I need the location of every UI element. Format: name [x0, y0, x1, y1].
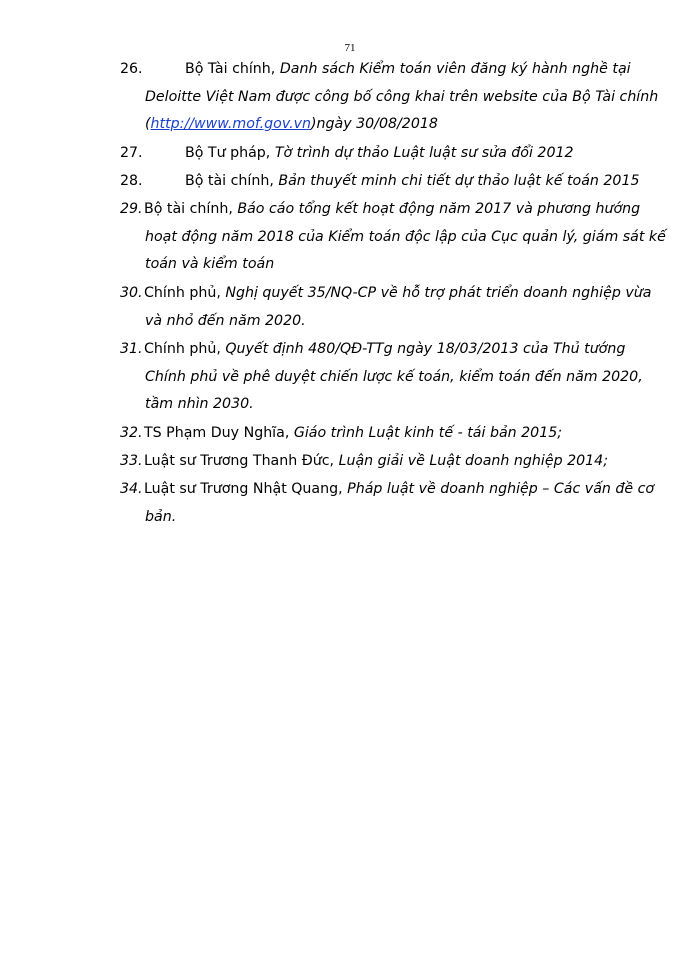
reference-line: bản.	[145, 508, 177, 525]
reference-item-33	[120, 448, 608, 476]
reference-line	[144, 448, 608, 476]
reference-item-27	[120, 140, 574, 168]
reference-line: toán và kiểm toán	[145, 256, 275, 272]
reference-item-28	[120, 168, 640, 196]
reference-item-26	[120, 56, 658, 139]
reference-number: 29.	[120, 201, 143, 217]
reference-line	[144, 280, 651, 308]
reference-number: 32.	[120, 425, 143, 441]
reference-line	[144, 476, 654, 504]
reference-line	[185, 56, 658, 84]
reference-line: Chính phủ về phê duyệt chiến lược kế toán, kiểm toán đến năm 2020,	[145, 368, 643, 385]
reference-line: và nhỏ đến năm 2020.	[145, 312, 306, 329]
reference-item-31	[120, 336, 643, 419]
reference-title: Tờ trình dự thảo Luật luật sư sửa đổi 2012	[274, 145, 574, 161]
reference-author: Bộ Tài chính,	[185, 61, 280, 77]
reference-line: tầm nhìn 2030.	[145, 396, 254, 412]
reference-item-34	[120, 476, 654, 531]
reference-number: 30.	[120, 285, 143, 301]
reference-link-open: (	[145, 116, 151, 132]
reference-line	[144, 336, 643, 364]
reference-item-29	[120, 196, 666, 279]
reference-link[interactable]: http://www.mof.gov.vn	[150, 116, 311, 132]
reference-line	[185, 140, 574, 168]
reference-author: Chính phủ,	[144, 285, 226, 301]
reference-title: Danh sách Kiểm toán viên đăng ký hành nghề tại	[279, 61, 631, 77]
reference-line	[145, 111, 658, 139]
reference-author: Luật sư Trương Thanh Đức,	[144, 453, 339, 469]
reference-item-30	[120, 280, 651, 335]
reference-title: Giáo trình Luật kinh tế - tái bản 2015;	[293, 425, 563, 441]
reference-date: )ngày 30/08/2018	[311, 116, 438, 132]
reference-line	[144, 196, 666, 224]
reference-line	[185, 168, 640, 196]
reference-item-32	[120, 420, 562, 448]
reference-number: 28.	[120, 173, 143, 189]
reference-author: Bộ Tư pháp,	[185, 145, 275, 161]
reference-number: 26.	[120, 61, 143, 77]
reference-author: Chính phủ,	[144, 341, 226, 357]
reference-number: 34.	[120, 481, 143, 497]
reference-title: Báo cáo tổng kết hoạt động năm 2017 và phương hướng	[237, 201, 641, 217]
reference-title: Quyết định 480/QĐ-TTg ngày 18/03/2013 của Thủ tướng	[225, 341, 626, 357]
reference-line	[144, 420, 562, 448]
reference-title: Luận giải về Luật doanh nghiệp 2014;	[338, 453, 608, 469]
page-number: 71	[344, 42, 356, 54]
reference-line: Deloitte Việt Nam được công bố công khai trên website của Bộ Tài chính	[145, 88, 659, 105]
reference-author: Luật sư Trương Nhật Quang,	[144, 481, 348, 497]
reference-number: 31.	[120, 341, 143, 357]
reference-title: Pháp luật về doanh nghiệp – Các vấn đề cơ	[347, 481, 655, 497]
reference-line: hoạt động năm 2018 của Kiểm toán độc lập của Cục quản lý, giám sát kế	[145, 228, 666, 245]
reference-author: Bộ tài chính,	[144, 201, 238, 217]
reference-title: Nghị quyết 35/NQ-CP về hỗ trợ phát triển doanh nghiệp vừa	[225, 285, 652, 301]
reference-number: 27.	[120, 145, 143, 161]
reference-number: 33.	[120, 453, 143, 469]
reference-author: Bộ tài chính,	[185, 173, 279, 189]
reference-title: Bản thuyết minh chi tiết dự thảo luật kế toán 2015	[278, 173, 640, 189]
reference-author: TS Phạm Duy Nghĩa,	[144, 425, 294, 441]
